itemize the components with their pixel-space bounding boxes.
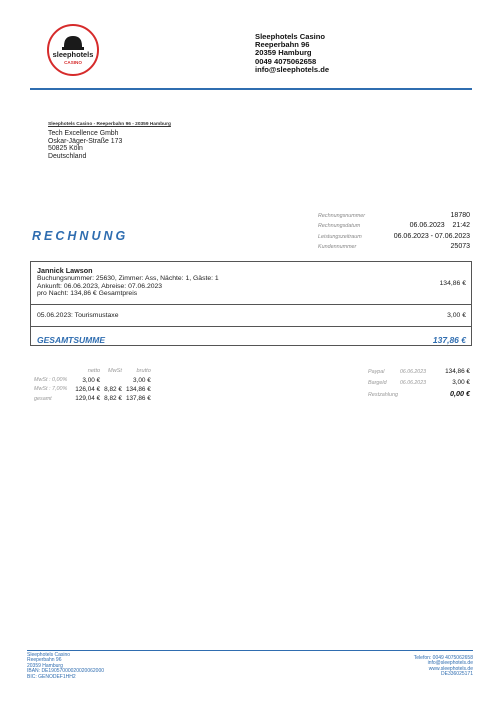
vat-table xyxy=(32,366,153,404)
meta-row xyxy=(318,211,470,221)
header-line[interactable]: info@sleephotels.de xyxy=(255,64,330,74)
meta-value: 18780 xyxy=(450,212,470,219)
header-line: 20359 Hamburg xyxy=(255,48,312,58)
footer-line: DE336025171 xyxy=(441,671,473,678)
vat-mwst xyxy=(102,375,124,384)
vat-header: netto xyxy=(87,367,101,374)
hotel-header xyxy=(255,33,329,74)
item-divider xyxy=(31,304,471,305)
recipient-line: Deutschland xyxy=(48,152,87,160)
vat-header: MwSt xyxy=(107,367,122,374)
booking-amount: 134,86 € xyxy=(439,280,466,287)
booking-item xyxy=(37,267,219,298)
payment-value: 3,00 € xyxy=(452,378,470,386)
tax-item-label: 05.06.2023: Tourismustaxe xyxy=(37,312,119,319)
recipient-line: 50825 Köln xyxy=(48,145,83,153)
invoice-title: RECHNUNG xyxy=(32,229,129,243)
header-divider xyxy=(30,88,472,90)
meta-value: 06.06.2023 - 07.06.2023 xyxy=(393,232,470,240)
recipient-address xyxy=(48,130,122,160)
recipient-line: Oskar-Jäger-Straße 173 xyxy=(48,137,123,145)
header-line: Reeperbahn 96 xyxy=(255,40,310,50)
meta-label: Kundennummer xyxy=(318,243,357,250)
hotel-logo xyxy=(47,24,99,76)
payment-date: 06.06.2023 xyxy=(400,369,426,375)
footer-line: Telefon: 0049 4075062658 xyxy=(413,655,473,661)
invoice-meta xyxy=(318,211,470,252)
meta-row xyxy=(318,242,470,252)
meta-label: Rechnungsnummer xyxy=(318,213,366,219)
payment-row xyxy=(368,378,470,389)
invoice-items xyxy=(30,261,472,346)
footer-line: Sleephotels Casino xyxy=(27,652,71,658)
vat-row xyxy=(32,375,153,384)
vat-header: brutto xyxy=(136,367,151,374)
vat-header-row xyxy=(32,366,153,375)
footer-line: BIC: GENODEF1HH2 xyxy=(27,673,76,680)
payment-row xyxy=(368,367,470,378)
footer-left xyxy=(27,653,104,680)
logo-name: sleephotels xyxy=(52,50,94,59)
vat-netto: 3,00 € xyxy=(82,376,101,384)
vat-brutto: 134,86 € xyxy=(125,385,151,393)
booking-line: pro Nacht: 134,86 € Gesamtpreis xyxy=(37,290,138,298)
recipient-line: Tech Excellence Gmbh xyxy=(48,130,119,137)
vat-brutto: 3,00 € xyxy=(133,376,151,384)
vat-netto: 129,04 € xyxy=(75,395,101,403)
payment-label: Bargeld xyxy=(368,379,387,386)
total-label: GESAMTSUMME xyxy=(37,335,105,345)
vat-label: MwSt : 7,00% xyxy=(34,386,68,393)
booking-line: Buchungsnummer: 25630, Zimmer: Ass, Nächte: 1, Gäste: 1 xyxy=(37,275,219,283)
footer-line: IBAN: DE19057000020020062000 xyxy=(27,668,105,675)
tax-item-amount: 3,00 € xyxy=(447,312,466,319)
meta-value: 25073 xyxy=(450,242,470,250)
meta-label: Rechnungsdatum xyxy=(318,223,361,230)
total-amount: 137,86 € xyxy=(432,335,466,345)
vat-netto: 126,04 € xyxy=(75,385,101,393)
footer-divider xyxy=(27,650,473,651)
meta-row xyxy=(318,221,470,231)
payment-label: Paypal xyxy=(368,369,385,375)
guest-name: Jannick Lawson xyxy=(37,266,93,275)
total-divider xyxy=(31,326,471,327)
vat-header xyxy=(32,366,73,375)
meta-label: Leistungszeitraum xyxy=(318,233,362,240)
footer-line: Reeperbahn 96 xyxy=(27,657,62,664)
footer-right xyxy=(414,656,473,678)
payments xyxy=(368,367,470,400)
vat-row xyxy=(32,385,153,394)
footer-line: 20359 Hamburg xyxy=(27,662,63,669)
booking-line: Ankunft: 06.06.2023, Abreise: 07.06.2023 xyxy=(37,282,163,290)
payment-value: 134,86 € xyxy=(445,368,470,375)
footer-line[interactable]: www.sleephotels.de xyxy=(428,665,473,672)
meta-row xyxy=(318,232,470,242)
sender-line: Sleephotels Casino - Reeperbahn 96 - 20359 Hamburg xyxy=(48,122,171,127)
payment-label: Restzahlung xyxy=(368,391,398,398)
vat-mwst: 8,82 € xyxy=(104,385,122,393)
payment-date: 06.06.2023 xyxy=(400,379,426,386)
vat-brutto: 137,86 € xyxy=(125,395,151,403)
vat-mwst: 8,82 € xyxy=(104,395,122,403)
footer-line[interactable]: info@sleephotels.de xyxy=(427,660,473,667)
bed-icon xyxy=(49,26,97,74)
vat-row xyxy=(32,394,153,403)
logo-sub: CASINO xyxy=(64,60,82,65)
header-line: Sleephotels Casino xyxy=(255,32,326,41)
payment-value: 0,00 € xyxy=(450,388,470,398)
vat-label: gesamt xyxy=(34,395,52,402)
vat-label: MwSt : 0,00% xyxy=(34,377,68,384)
payment-row xyxy=(368,389,470,401)
meta-value: 06.06.2023 21:42 xyxy=(409,222,470,230)
header-line: 0049 4075062658 xyxy=(255,56,317,66)
